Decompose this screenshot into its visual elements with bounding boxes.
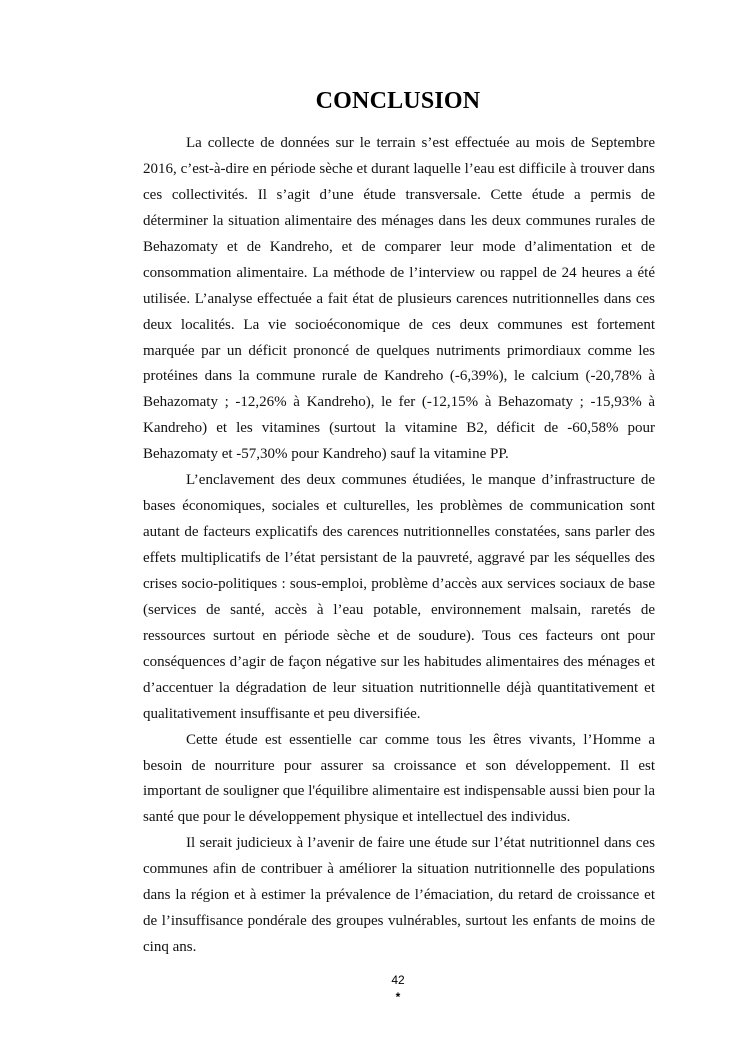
paragraph-1: La collecte de données sur le terrain s’est effectuée au mois de Septembre 2016, c’est-à-dire en période sèche et durant laquelle l’eau est difficile à trouver dans ces collectivités. Il s’agit d’une étude transversale. Cette étude a permis de déterminer la situation alimentaire des ménages dans les deux communes rurales de Behazomaty et de Kandreho, et de comparer leur mode d’alimentation et de consommation alimentaire. La méthode de l’interview ou rappel de 24 heures a été utilisée. L’analyse effectuée a fait état de plusieurs carences nutritionnelles dans ces deux localités. La vie socioéconomique de ces deux communes est fortement marquée par un déficit prononcé de quelques nutriments primordiaux comme les protéines dans la commune rurale de Kandreho (-6,39%), le calcium (-20,78% à Behazomaty ; -12,26% à Kandreho), le fer (-12,15% à Behazomaty ; -15,93% à Kandreho) et les vitamines (surtout la vitamine B2, déficit de -60,58% pour Behazomaty et -57,30% pour Kandreho) sauf la vitamine PP. (143, 135, 655, 463)
paragraph-2: L’enclavement des deux communes étudiées, le manque d’infrastructure de bases économiques, sociales et culturelles, les problèmes de communication sont autant de facteurs explicatifs des carences nutritionnelles constatées, sans parler des effets multiplicatifs de l’état persistant de la pauvreté, aggravé par les séquelles des crises socio-politiques : sous-emploi, problème d’accès aux services sociaux de base (services de santé, accès à l’eau potable, environnement malsain, raretés de ressources surtout en période sèche et de soudure). Tous ces facteurs ont pour conséquences d’agir de façon négative sur les habitudes alimentaires des ménages et d’accentuer la dégradation de leur situation nutritionnelle déjà quantitativement et qualitativement insuffisante et peu diversifiée. (143, 472, 655, 722)
page-number: 42 (391, 973, 405, 987)
paragraph-4: Il serait judicieux à l’avenir de faire une étude sur l’état nutritionnel dans ces communes afin de contribuer à améliorer la situation nutritionnelle des populations dans la région et à estimer la prévalence de l’émaciation, du retard de croissance et de l’insuffisance pondérale des groupes vulnérables, surtout les enfants de moins de cinq ans. (143, 835, 655, 956)
page-mark: * (395, 990, 401, 1004)
body-text (143, 131, 655, 961)
page-title: CONCLUSION (315, 88, 481, 114)
paragraph-3: Cette étude est essentielle car comme tous les êtres vivants, l’Homme a besoin de nourriture pour assurer sa croissance et son développement. Il est important de souligner que l'équilibre alimentaire est indispensable aussi bien pour la santé que pour le développement physique et intellectuel des individus. (143, 731, 655, 826)
